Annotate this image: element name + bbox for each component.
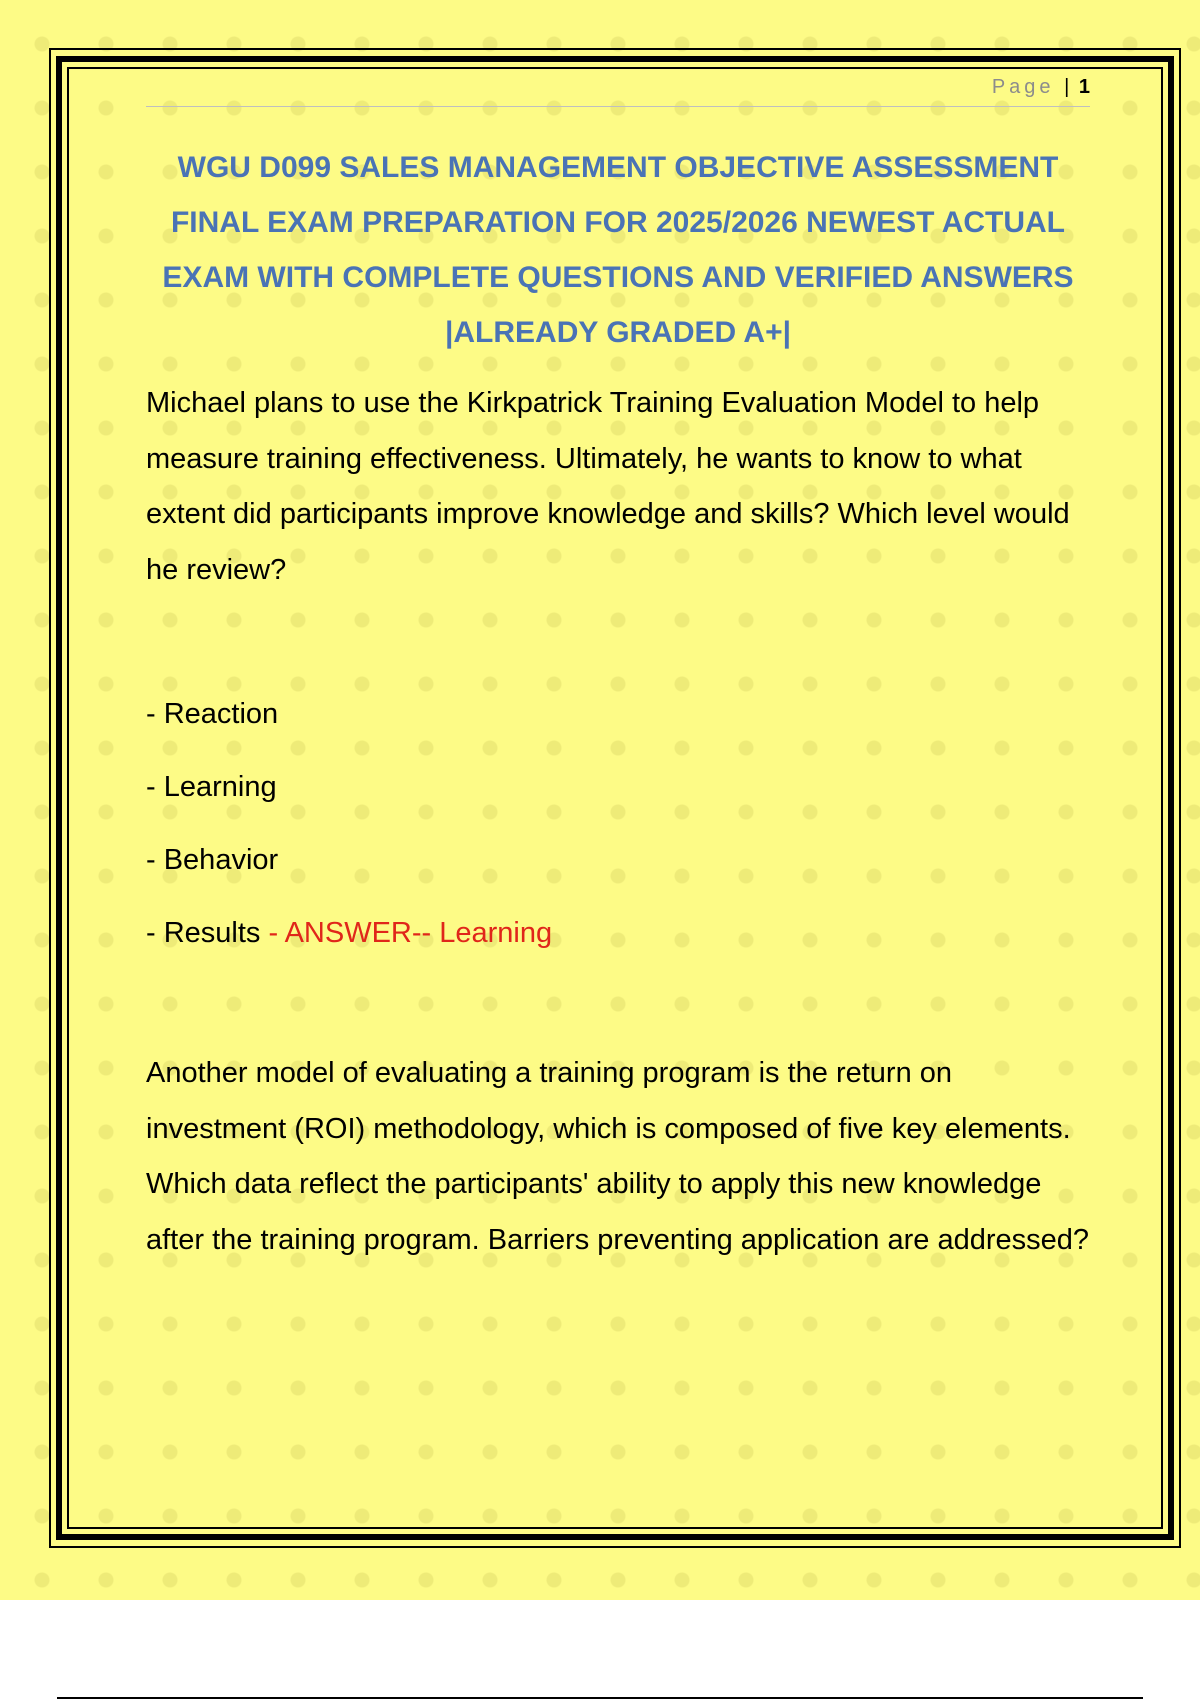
page-separator: | xyxy=(1064,76,1070,98)
header-divider xyxy=(146,106,1090,107)
option-label: - Learning xyxy=(146,771,277,803)
bottom-divider xyxy=(57,1697,1143,1699)
answer-text: - ANSWER-- Learning xyxy=(260,917,553,949)
option-label: - Behavior xyxy=(146,844,279,876)
page-number-header xyxy=(992,76,1090,99)
question-2-text: Another model of evaluating a training program is the return on investment (ROI) methodology, which is composed of five key elements. Which data reflect the participants' ability to apply this new knowledge after the training program. Barriers preventing application are addressed? xyxy=(146,1057,1090,1256)
page-number: 1 xyxy=(1078,76,1090,98)
option-label: - Reaction xyxy=(146,698,279,730)
option-results xyxy=(146,907,552,980)
option-behavior xyxy=(146,834,552,907)
document-title: WGU D099 SALES MANAGEMENT OBJECTIVE ASSESSMENT FINAL EXAM PREPARATION FOR 2025/2026 NEWEST ACTUAL EXAM WITH COMPLETE QUESTIONS AND VERIFIED ANSWERS |ALREADY GRADED A+| xyxy=(162,151,1074,349)
option-reaction xyxy=(146,688,552,761)
question-1-options xyxy=(146,688,552,980)
page-label: Page xyxy=(991,76,1055,98)
option-label: - Results xyxy=(146,917,261,949)
option-learning xyxy=(146,761,552,834)
question-1-text: Michael plans to use the Kirkpatrick Training Evaluation Model to help measure training effectiveness. Ultimately, he wants to know to what extent did participants improve knowledge and skills? Which level would he review? xyxy=(146,387,1070,586)
